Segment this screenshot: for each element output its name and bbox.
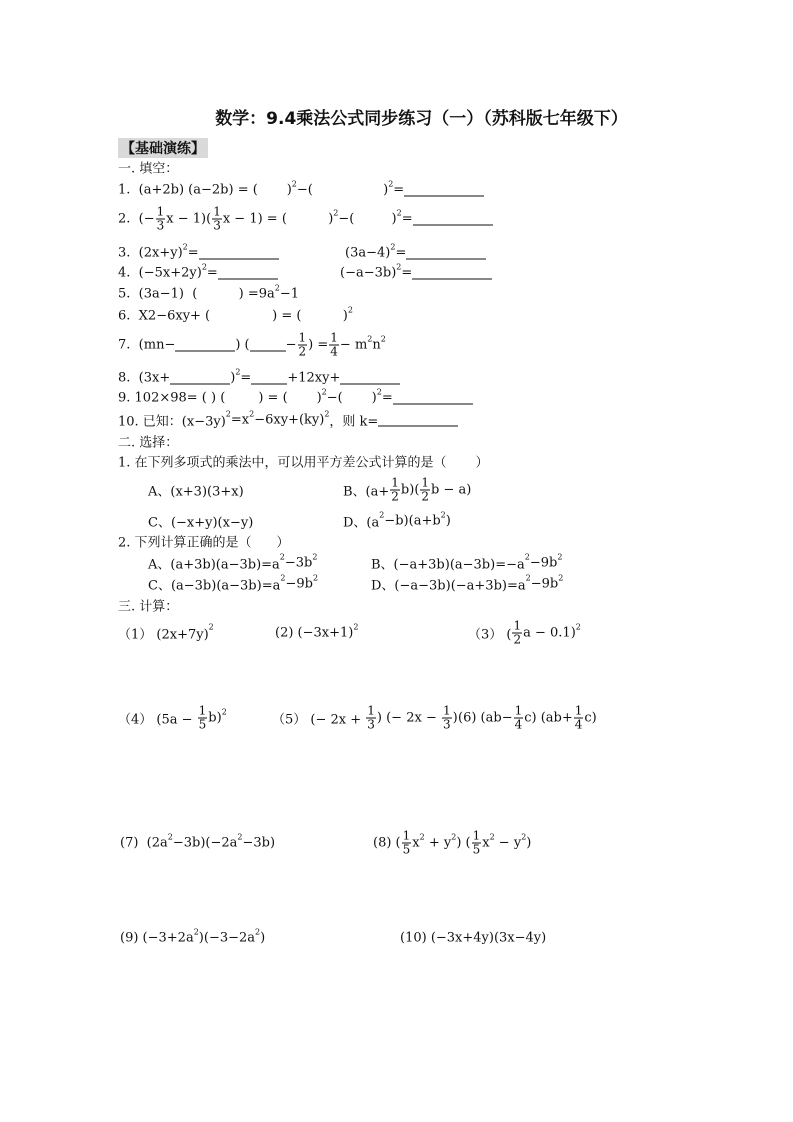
- superscript: 2: [376, 387, 382, 397]
- math-text: ) =: [308, 337, 329, 353]
- math-text: A、(a+3b)(a−3b)=a: [148, 557, 280, 573]
- superscript: 2: [235, 367, 241, 377]
- fraction: [402, 830, 412, 857]
- superscript: 2: [279, 552, 285, 562]
- math-text: −9b: [285, 576, 313, 592]
- fraction: [472, 830, 482, 857]
- superscript: 2: [367, 334, 373, 344]
- superscript: 2: [201, 262, 207, 272]
- denominator: 5: [402, 842, 411, 857]
- exercise-item: [118, 411, 458, 430]
- numerator: 1: [330, 330, 338, 345]
- fraction: [390, 477, 400, 504]
- math-text: x − 1)(: [166, 211, 212, 227]
- math-text: =: [401, 265, 413, 281]
- superscript: 2: [182, 242, 188, 252]
- math-text: x: [412, 835, 420, 851]
- superscript: 2: [396, 262, 402, 272]
- math-text: −1: [279, 286, 300, 302]
- math-text: −3b: [284, 555, 313, 571]
- superscript: 2: [255, 927, 261, 937]
- math-text: b)(: [400, 482, 420, 498]
- superscript: 2: [280, 573, 286, 583]
- numerator: 1: [421, 475, 430, 490]
- math-text: （3） (: [468, 627, 512, 643]
- answer-blank[interactable]: [413, 213, 493, 226]
- denominator: 4: [574, 717, 583, 732]
- superscript: 2: [557, 552, 563, 562]
- math-text: −3b)(−2a: [172, 835, 238, 851]
- math-text: 5. (3a−1) ( ) =9a: [118, 286, 275, 302]
- superscript: 2: [396, 208, 402, 218]
- superscript: 2: [274, 283, 280, 293]
- math-text: n: [372, 337, 381, 353]
- math-text: a − 0.1): [523, 625, 576, 641]
- math-text: =x: [230, 412, 250, 428]
- math-text: ): [452, 710, 458, 726]
- exercise-item: [118, 158, 178, 177]
- math-text: (7) (2a: [120, 835, 168, 851]
- math-text: D、(−a−3b)(−a+3b)=a: [371, 578, 526, 594]
- math-text: x − 1) = ( ): [222, 211, 334, 227]
- denominator: 2: [513, 632, 522, 647]
- numerator: 1: [402, 828, 411, 843]
- exercise-item: [118, 283, 300, 302]
- exercise-item: [371, 575, 563, 594]
- math-text: =: [401, 211, 413, 227]
- exercise-item: [343, 512, 451, 531]
- math-text: −9b: [529, 555, 558, 571]
- exercise-item: [118, 262, 278, 281]
- answer-blank[interactable]: [406, 247, 486, 260]
- superscript: 2: [524, 552, 530, 562]
- math-text: x: [482, 835, 490, 851]
- math-text: −: [285, 337, 297, 353]
- math-text: −( ): [338, 211, 397, 227]
- math-text: =: [395, 245, 407, 261]
- fraction: [574, 705, 584, 732]
- superscript: 2: [353, 622, 359, 632]
- math-text: 二. 选择：: [118, 435, 179, 451]
- superscript: 2: [225, 409, 231, 419]
- math-text: 9. 102×98= ( ) ( ) = ( ): [118, 390, 322, 406]
- superscript: 2: [525, 573, 531, 583]
- answer-blank[interactable]: [199, 247, 279, 260]
- exercise-item: [118, 532, 289, 551]
- fraction: [366, 705, 376, 732]
- denominator: 5: [472, 842, 481, 857]
- math-text: (3a−4): [345, 245, 391, 261]
- superscript: 2: [291, 179, 297, 189]
- fraction: [298, 332, 308, 359]
- page-title: 数学：9.4乘法公式同步练习（一）（苏科版七年级下）: [215, 109, 628, 129]
- superscript: 2: [249, 409, 255, 419]
- exercise-item: [148, 481, 244, 500]
- numerator: 1: [513, 618, 522, 633]
- numerator: 1: [391, 475, 399, 490]
- math-text: 3. (2x+y): [118, 245, 183, 261]
- superscript: 2: [333, 208, 339, 218]
- math-text: ) (: [456, 835, 471, 851]
- math-text: ) (− 2x −: [376, 710, 441, 726]
- math-text: c) (ab+: [524, 710, 573, 726]
- numerator: 1: [198, 703, 207, 718]
- math-text: (−a−3b): [340, 265, 397, 281]
- numerator: 1: [442, 703, 451, 718]
- exercise-item: [118, 206, 493, 233]
- denominator: 4: [330, 344, 338, 359]
- superscript: 2: [237, 832, 243, 842]
- math-text: + y: [424, 835, 452, 851]
- math-text: ): [445, 513, 451, 529]
- math-text: =: [393, 182, 405, 198]
- fraction: [512, 620, 522, 647]
- superscript: 2: [193, 927, 199, 937]
- exercise-item: [148, 554, 317, 573]
- math-text: ): [230, 370, 236, 386]
- exercise-item: [120, 927, 266, 946]
- math-text: （4） (5a −: [118, 712, 197, 728]
- superscript: 2: [390, 242, 396, 252]
- math-text: −6xy+(ky): [254, 412, 325, 428]
- math-text: (6) (ab−: [458, 710, 513, 726]
- superscript: 2: [379, 510, 385, 520]
- denominator: 3: [367, 717, 375, 732]
- superscript: 2: [208, 622, 214, 632]
- math-text: c): [584, 710, 597, 726]
- denominator: 5: [198, 717, 207, 732]
- exercise-item: [118, 705, 227, 732]
- exercise-item: [148, 575, 318, 594]
- math-text: (2) (−3x+1): [275, 625, 354, 641]
- numerator: 1: [472, 828, 481, 843]
- math-text: （5） (− 2x +: [272, 712, 366, 728]
- superscript: 2: [575, 622, 581, 632]
- answer-blank[interactable]: [250, 339, 286, 352]
- fraction: [514, 705, 524, 732]
- fraction: [212, 206, 222, 233]
- denominator: 3: [442, 717, 451, 732]
- answer-blank[interactable]: [251, 372, 287, 385]
- exercise-item: [458, 705, 597, 732]
- math-text: −9b: [530, 576, 559, 592]
- math-text: −( ): [326, 390, 377, 406]
- exercise-item: [275, 622, 359, 641]
- exercise-item: [118, 452, 488, 471]
- math-text: =: [187, 245, 199, 261]
- math-text: − m: [339, 337, 368, 353]
- math-text: （1） (2x+7y): [118, 627, 209, 643]
- exercise-item: [272, 705, 458, 732]
- math-text: B、(a+: [343, 484, 390, 500]
- superscript: 2: [419, 832, 425, 842]
- math-text: 6. X2−6xy+ ( ) = ( ): [118, 308, 348, 324]
- answer-blank[interactable]: [218, 267, 278, 280]
- superscript: 2: [440, 510, 446, 520]
- denominator: 2: [421, 489, 430, 504]
- math-text: (10) (−3x+4y)(3x−4y): [400, 930, 547, 946]
- numerator: 1: [574, 703, 583, 718]
- math-text: 8. (3x+: [118, 370, 171, 386]
- superscript: 2: [380, 334, 386, 344]
- exercise-item: [148, 512, 253, 531]
- exercise-item: [468, 620, 581, 647]
- math-text: − y: [494, 835, 522, 851]
- math-text: ): [526, 835, 532, 851]
- exercise-item: [118, 432, 178, 451]
- fraction: [420, 477, 430, 504]
- exercise-item: [118, 305, 353, 324]
- denominator: 4: [514, 717, 523, 732]
- exercise-item: [118, 596, 178, 615]
- math-text: −3b): [242, 835, 276, 851]
- exercise-item: [118, 387, 473, 406]
- math-text: A、(x+3)(3+x): [148, 484, 244, 500]
- math-text: 三. 计算：: [118, 599, 179, 615]
- exercise-item: [400, 931, 546, 946]
- numerator: 1: [514, 703, 523, 718]
- math-text: ) (: [235, 337, 250, 353]
- math-text: (8) (: [373, 835, 401, 851]
- superscript: 2: [388, 179, 394, 189]
- superscript: 2: [489, 832, 495, 842]
- answer-blank[interactable]: [404, 184, 484, 197]
- denominator: 2: [391, 489, 399, 504]
- section-heading: 【基础演练】: [118, 138, 208, 158]
- numerator: 1: [156, 204, 165, 219]
- exercise-item: [373, 830, 531, 857]
- denominator: 3: [156, 218, 165, 233]
- superscript: 2: [558, 573, 564, 583]
- math-text: 4. (−5x+2y): [118, 265, 202, 281]
- math-text: 1. (a+2b) (a−2b) = ( ): [118, 182, 292, 198]
- exercise-item: [118, 332, 386, 359]
- answer-blank[interactable]: [340, 372, 400, 385]
- math-text: ，则 k=: [329, 414, 379, 430]
- fraction: [156, 206, 166, 233]
- superscript: 2: [521, 832, 527, 842]
- exercise-item: [118, 179, 484, 198]
- math-text: C、(a−3b)(a−3b)=a: [148, 578, 281, 594]
- math-text: b): [208, 710, 222, 726]
- answer-blank[interactable]: [170, 372, 230, 385]
- exercise-item: [343, 477, 471, 504]
- math-text: (9) (−3+2a: [120, 930, 194, 946]
- numerator: 1: [298, 330, 307, 345]
- math-text: =: [381, 390, 393, 406]
- math-text: B、(−a+3b)(a−3b)=−a: [371, 557, 525, 573]
- math-text: −b)(a+b: [384, 513, 441, 529]
- math-text: 2. 下列计算正确的是（ ）: [118, 535, 290, 551]
- superscript: 2: [167, 832, 173, 842]
- answer-blank[interactable]: [378, 414, 458, 427]
- exercise-item: [118, 367, 400, 386]
- exercise-item: [120, 832, 276, 851]
- numerator: 1: [213, 204, 221, 219]
- exercise-item: [118, 624, 214, 643]
- math-text: 10. 已知：(x−3y): [118, 414, 226, 430]
- answer-blank[interactable]: [393, 392, 473, 405]
- exercise-item: [345, 242, 486, 261]
- fraction: [442, 705, 452, 732]
- fraction: [198, 705, 208, 732]
- math-text: C、(−x+y)(x−y): [148, 515, 254, 531]
- exercise-item: [118, 242, 279, 261]
- superscript: 2: [451, 832, 457, 842]
- exercise-item: [340, 262, 492, 281]
- fraction: [329, 332, 339, 359]
- math-text: 1. 在下列多项式的乘法中，可以用平方差公式计算的是（ ）: [118, 455, 489, 471]
- superscript: 2: [321, 387, 327, 397]
- superscript: 2: [221, 707, 227, 717]
- math-text: 一. 填空：: [118, 161, 179, 177]
- denominator: 2: [298, 344, 307, 359]
- superscript: 2: [347, 305, 353, 315]
- math-text: +12xy+: [287, 370, 341, 386]
- math-text: )(−3−2a: [198, 930, 256, 946]
- numerator: 1: [367, 703, 375, 718]
- math-text: D、(a: [343, 515, 380, 531]
- math-text: −( ): [296, 182, 389, 198]
- math-text: =: [240, 370, 252, 386]
- answer-blank[interactable]: [412, 267, 492, 280]
- exercise-item: [371, 554, 562, 573]
- math-text: =: [206, 265, 218, 281]
- superscript: 2: [312, 552, 318, 562]
- superscript: 2: [324, 409, 330, 419]
- math-text: 7. (mn−: [118, 337, 176, 353]
- superscript: 2: [312, 573, 319, 583]
- answer-blank[interactable]: [175, 339, 235, 352]
- math-text: b − a): [431, 482, 472, 498]
- math-text: ): [260, 930, 266, 946]
- math-text: 2. (−: [118, 211, 155, 227]
- denominator: 3: [213, 218, 221, 233]
